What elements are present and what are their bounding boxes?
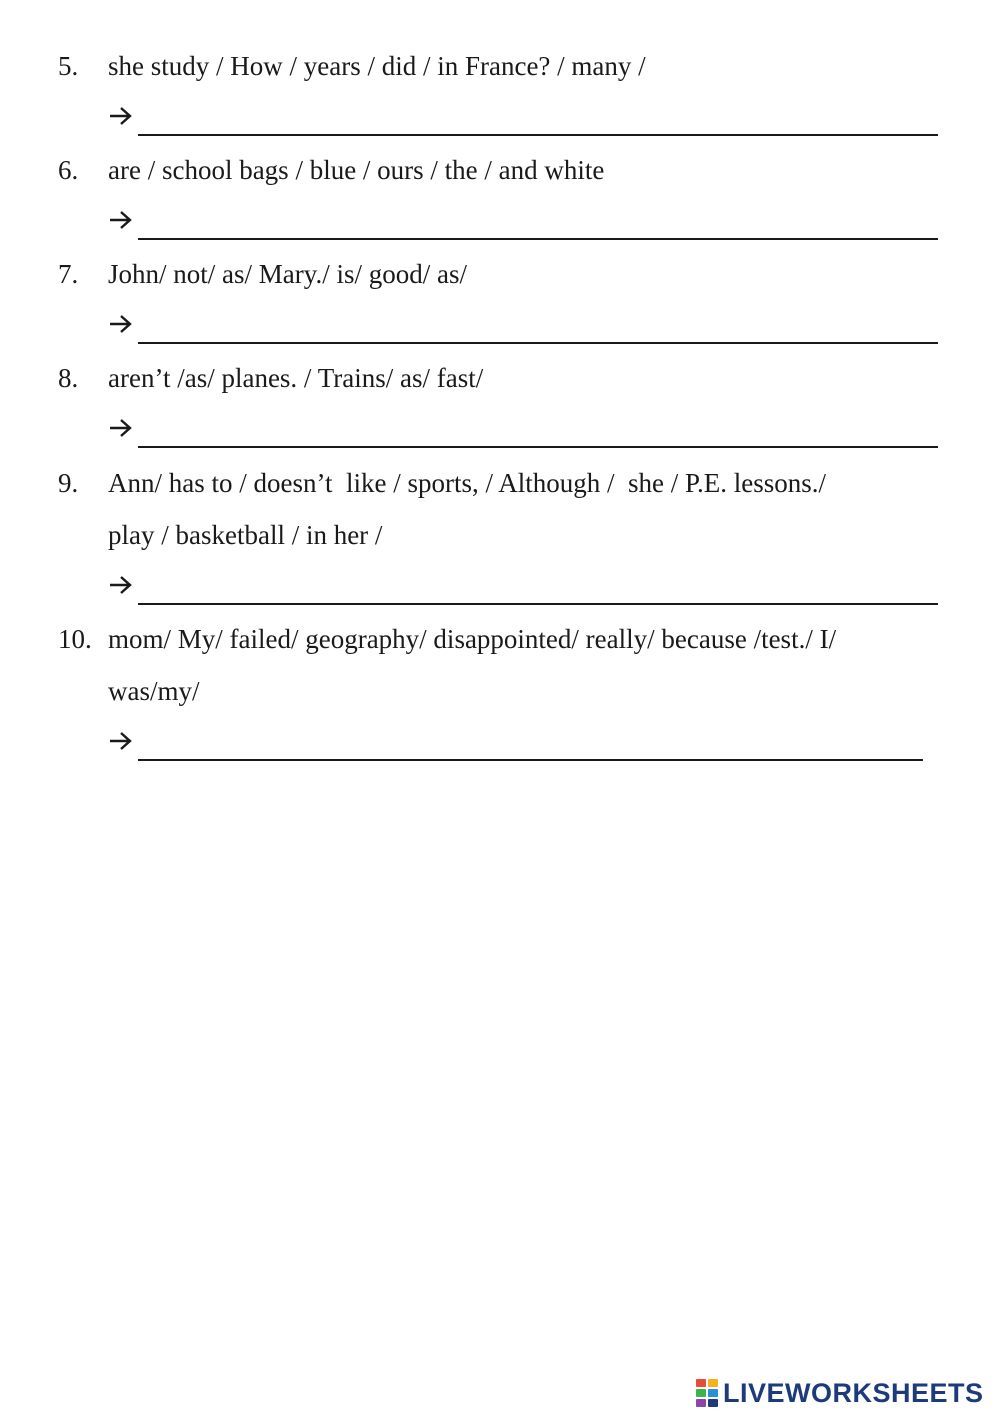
exercise-prompt: Ann/ has to / doesn’t like / sports, / Although / she / P.E. lessons./ — [108, 468, 827, 498]
exercise-number: 8. — [58, 363, 79, 393]
answer-blank[interactable] — [138, 342, 938, 344]
logo-squares-icon — [696, 1379, 720, 1407]
exercise-prompt: John/ not/ as/ Mary./ is/ good/ as/ — [108, 259, 467, 289]
exercise-prompt: aren’t /as/ planes. / Trains/ as/ fast/ — [108, 363, 484, 393]
arrow-right-icon — [108, 300, 136, 352]
arrow-right-icon — [108, 404, 136, 456]
arrow-right-icon — [108, 92, 136, 144]
arrow-right-icon — [108, 717, 136, 769]
exercise-prompt: are / school bags / blue / ours / the / and white — [108, 155, 605, 185]
logo-square — [708, 1379, 718, 1387]
answer-blank[interactable] — [138, 134, 938, 136]
liveworksheets-logo — [696, 1378, 984, 1408]
exercise-prompt: mom/ My/ failed/ geography/ disappointed/ really/ because /test./ I/ — [108, 624, 837, 654]
arrow-right-icon — [108, 196, 136, 248]
exercise-number: 7. — [58, 259, 79, 289]
logo-square — [696, 1399, 706, 1407]
exercise-prompt-continued: was/my/ — [108, 676, 200, 706]
answer-blank[interactable] — [138, 759, 923, 761]
logo-square — [696, 1389, 706, 1397]
exercise-number: 9. — [58, 468, 79, 498]
logo-square — [708, 1399, 718, 1407]
logo-square — [696, 1379, 706, 1387]
answer-blank[interactable] — [138, 238, 938, 240]
logo-text: LIVEWORKSHEETS — [723, 1378, 984, 1408]
answer-blank[interactable] — [138, 446, 938, 448]
arrow-right-icon — [108, 561, 136, 613]
answer-blank[interactable] — [138, 603, 938, 605]
exercise-prompt: she study / How / years / did / in France? / many / — [108, 51, 646, 81]
exercise-number: 10. — [58, 624, 92, 654]
exercise-number: 5. — [58, 51, 79, 81]
exercise-prompt-continued: play / basketball / in her / — [108, 520, 383, 550]
exercise-number: 6. — [58, 155, 79, 185]
logo-square — [708, 1389, 718, 1397]
